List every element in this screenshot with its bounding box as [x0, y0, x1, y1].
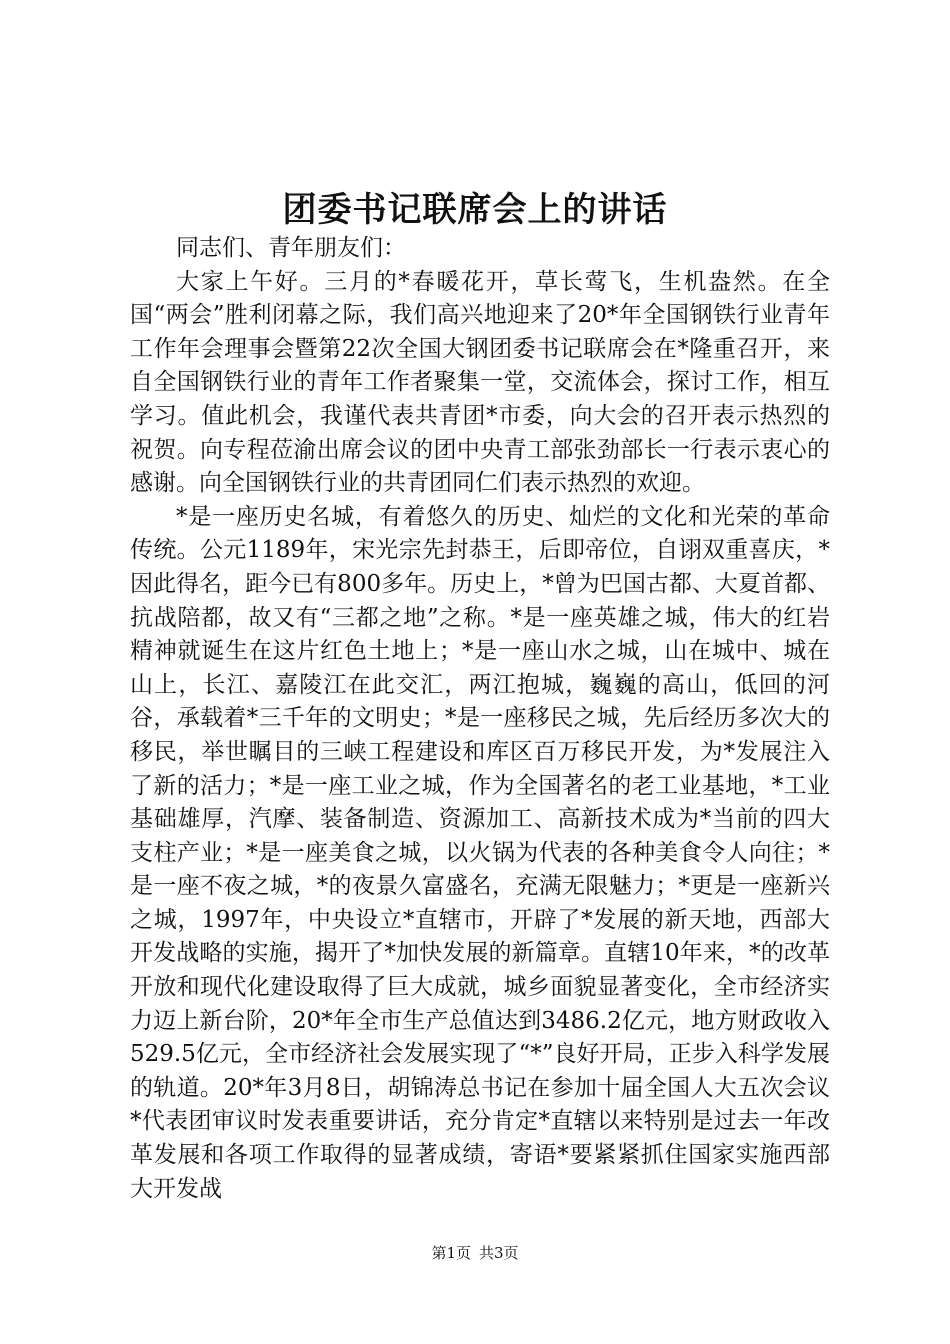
page-number: 第1页	[431, 1244, 471, 1262]
document-body	[130, 232, 830, 1206]
document-title: 团委书记联席会上的讲话	[282, 190, 668, 230]
salutation-paragraph: 同志们、青年朋友们：	[176, 235, 406, 261]
page-total: 共3页	[479, 1244, 519, 1262]
page-footer	[0, 1242, 950, 1264]
body-paragraph: *是一座历史名城，有着悠久的历史、灿烂的文化和光荣的革命传统。公元1189年，宋光宗先封恭王，后即帝位，自诩双重喜庆，*因此得名，距今已有800多年。历史上，*曾为巴国古都、大夏首都、抗战陪都，故又有“三都之地”之称。*是一座英雄之城，伟大的红岩精神就诞生在这片红色土地上；*是一座山水之城，山在城中、城在山上，长江、嘉陵江在此交汇，两江抱城，巍巍的高山，低回的河谷，承载着*三千年的文明史；*是一座移民之城，先后经历多次大的移民，举世瞩目的三峡工程建设和库区百万移民开发，为*发展注入了新的活力；*是一座工业之城，作为全国著名的老工业基地，*工业基础雄厚，汽摩、装备制造、资源加工、高新技术成为*当前的四大支柱产业；*是一座美食之城，以火锅为代表的各种美食令人向往；*是一座不夜之城，*的夜景久富盛名，充满无限魅力；*更是一座新兴之城，1997年，中央设立*直辖市，开辟了*发展的新天地，西部大开发战略的实施，揭开了*加快发展的新篇章。直辖10年来，*的改革开放和现代化建设取得了巨大成就，城乡面貌显著变化，全市经济实力迈上新台阶，20*年全市生产总值达到3486.2亿元，地方财政收入529.5亿元，全市经济社会发展实现了“*”良好开局，正步入科学发展的轨道。20*年3月8日，胡锦涛总书记在参加十届全国人大五次会议*代表团审议时发表重要讲话，充分肯定*直辖以来特别是过去一年改革发展和各项工作取得的显著成绩，寄语*要紧紧抓住国家实施西部大开发战	[130, 503, 830, 1202]
body-paragraph: 大家上午好。三月的*春暖花开，草长莺飞，生机盎然。在全国“两会”胜利闭幕之际，我们高兴地迎来了20*年全国钢铁行业青年工作年会理事会暨第22次全国大钢团委书记联席会在*隆重召开，来自全国钢铁行业的青年工作者聚集一堂，交流体会，探讨工作，相互学习。值此机会，我谨代表共青团*市委，向大会的召开表示热烈的祝贺。向专程莅渝出席会议的团中央青工部张劲部长一行表示衷心的感谢。向全国钢铁行业的共青团同仁们表示热烈的欢迎。	[130, 268, 830, 497]
